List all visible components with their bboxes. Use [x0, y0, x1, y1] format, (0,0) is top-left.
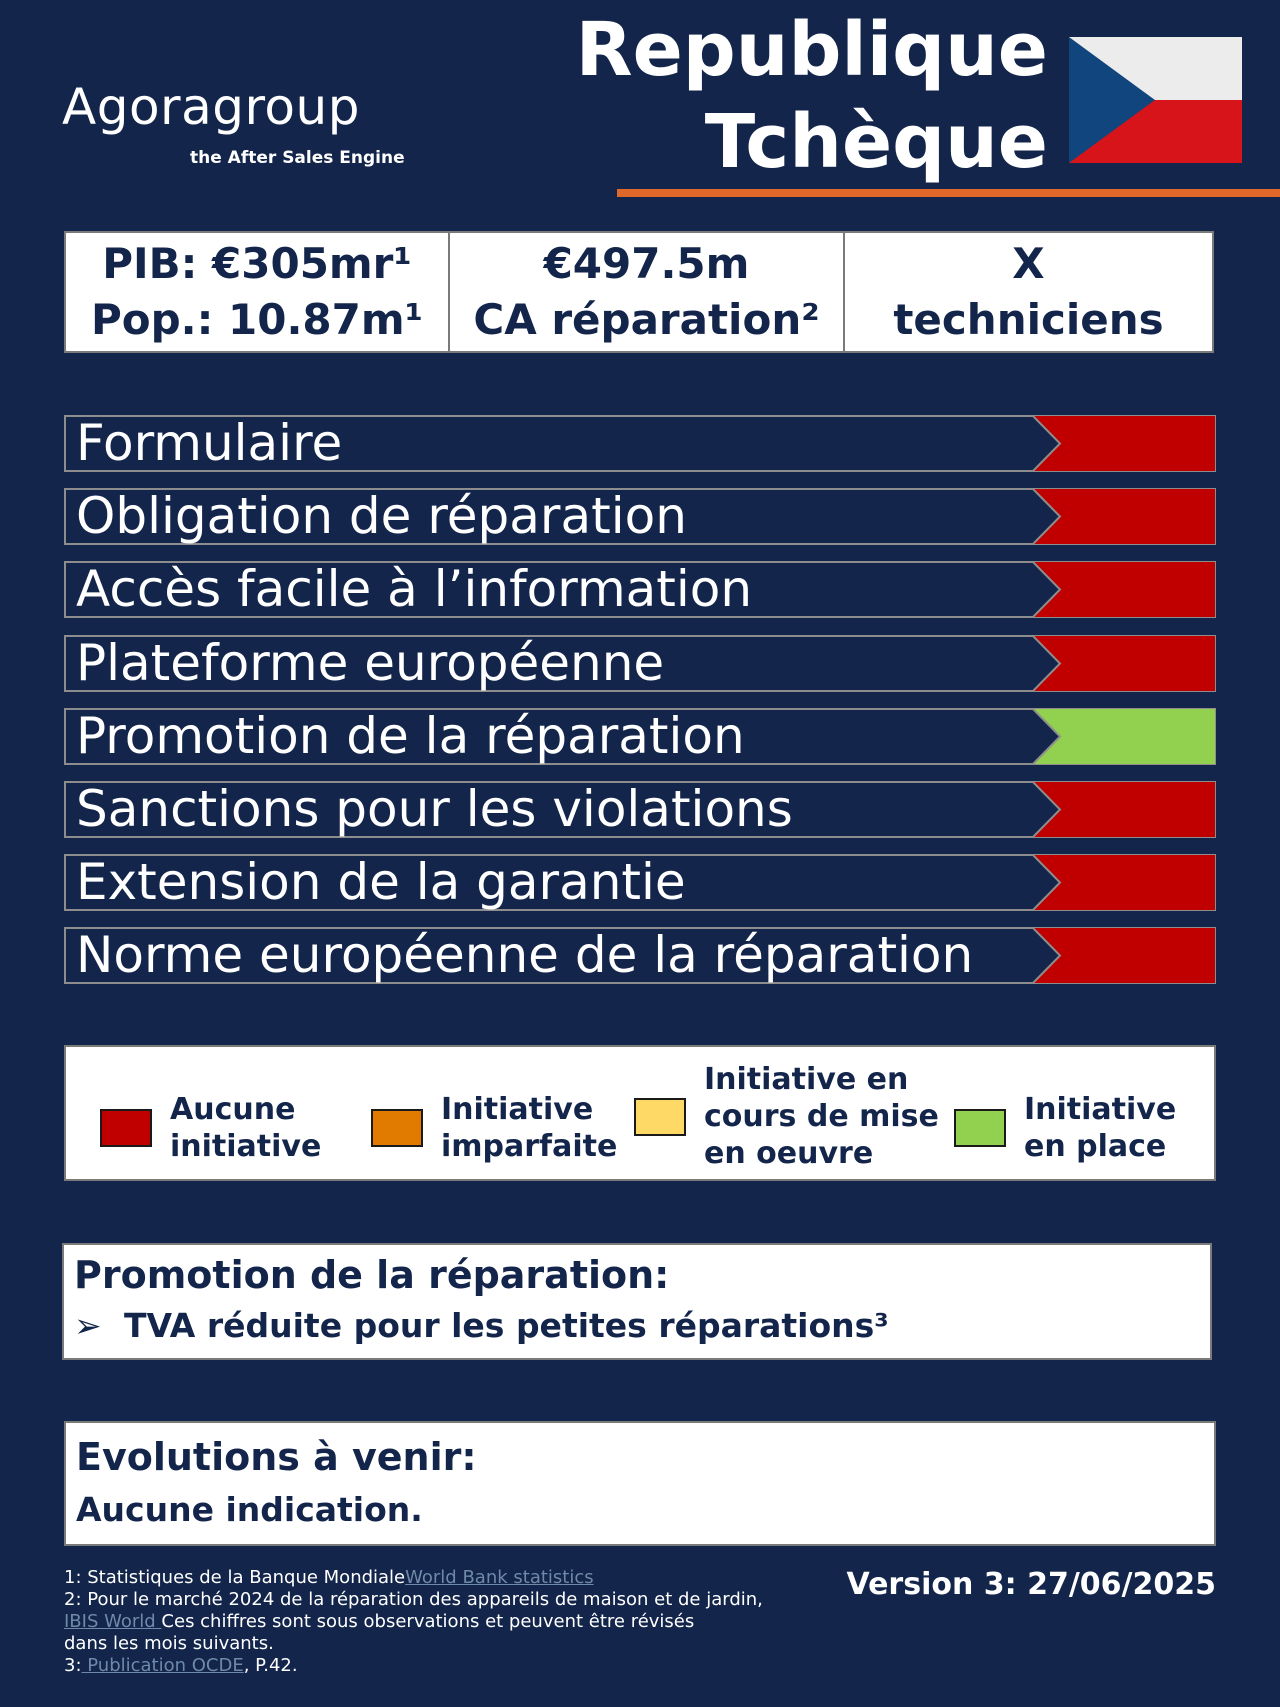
world-bank-link[interactable]: World Bank statistics — [405, 1567, 594, 1588]
agoragroup-logo — [62, 78, 422, 178]
stat-revenue-label: CA réparation² — [473, 295, 820, 344]
criteria-row — [64, 927, 1216, 984]
criteria-label: Norme européenne de la réparation — [76, 926, 974, 985]
footnote-3: 3: Publication OCDE, P.42. — [64, 1655, 298, 1676]
stat-gdp-population — [66, 233, 448, 351]
criteria-row — [64, 635, 1216, 692]
legend-label: Aucune initiative — [170, 1092, 322, 1164]
promotion-title: Promotion de la réparation: — [74, 1253, 670, 1297]
oecd-publication-link[interactable]: Publication OCDE — [81, 1655, 244, 1676]
stat-gdp: PIB: €305mr¹ — [102, 239, 412, 288]
legend-label: Initiative imparfaite — [441, 1092, 618, 1164]
promotion-item — [74, 1306, 889, 1345]
criteria-label: Sanctions pour les violations — [76, 779, 793, 838]
legend — [64, 1045, 1216, 1181]
page-title — [576, 4, 1048, 188]
evolutions-title: Evolutions à venir: — [76, 1435, 477, 1479]
stat-repair-revenue — [448, 233, 843, 351]
criteria-row — [64, 708, 1216, 765]
footnote-2-end: dans les mois suivants. — [64, 1633, 274, 1654]
criteria-label: Formulaire — [76, 414, 343, 472]
stat-technicians — [843, 233, 1212, 351]
footnote-2-cont: IBIS World Ces chiffres sont sous observations et peuvent être révisés — [64, 1611, 695, 1632]
criteria-status-chevron — [1018, 854, 1216, 911]
evolutions-box — [64, 1421, 1216, 1546]
legend-item-in-progress — [634, 1061, 939, 1172]
criteria-list — [64, 415, 1216, 1001]
legend-label: Initiative en place — [1024, 1092, 1177, 1164]
header-divider — [617, 189, 1280, 197]
footnote-2: 2: Pour le marché 2024 de la réparation des appareils de maison et de jardin, — [64, 1589, 763, 1610]
criteria-label: Accès facile à l’information — [76, 560, 753, 619]
logo-wordmark: Agoragroup — [62, 78, 360, 136]
legend-swatch-orange — [371, 1109, 423, 1147]
stat-population: Pop.: 10.87m¹ — [90, 295, 424, 344]
legend-swatch-yellow — [634, 1098, 686, 1136]
legend-swatch-green — [954, 1109, 1006, 1147]
version-label: Version 3: 27/06/2025 — [846, 1567, 1216, 1602]
legend-item-in-place — [954, 1091, 1176, 1165]
stat-revenue-value: €497.5m — [543, 239, 750, 288]
criteria-status-chevron — [1018, 488, 1216, 545]
criteria-label: Extension de la garantie — [76, 853, 686, 912]
footnotes — [64, 1567, 804, 1677]
arrow-bullet-icon: ➢ — [74, 1306, 102, 1345]
criteria-row — [64, 415, 1216, 472]
criteria-label: Plateforme européenne — [76, 633, 665, 692]
criteria-row — [64, 781, 1216, 838]
criteria-status-chevron — [1018, 708, 1216, 765]
stat-technicians-label: techniciens — [893, 295, 1164, 344]
criteria-row — [64, 488, 1216, 545]
legend-swatch-red — [100, 1109, 152, 1147]
criteria-status-chevron — [1018, 635, 1216, 692]
title-line-1: Republique — [575, 7, 1048, 93]
logo-tagline: the After Sales Engine — [190, 148, 405, 168]
legend-item-imperfect — [371, 1091, 617, 1165]
czech-flag-icon — [1069, 37, 1242, 163]
stats-table — [64, 231, 1214, 353]
title-line-2: Tchèque — [704, 99, 1048, 185]
legend-item-none — [100, 1091, 321, 1165]
evolutions-body: Aucune indication. — [76, 1490, 423, 1529]
criteria-row — [64, 561, 1216, 618]
promotion-box — [62, 1243, 1212, 1360]
legend-label: Initiative en cours de mise en oeuvre — [704, 1062, 939, 1171]
promotion-item-text: TVA réduite pour les petites réparations³ — [124, 1306, 889, 1345]
criteria-status-chevron — [1018, 561, 1216, 618]
criteria-label: Promotion de la réparation — [76, 706, 745, 765]
ibis-world-link[interactable]: IBIS World — [64, 1611, 162, 1632]
stat-technicians-value: X — [1012, 239, 1045, 288]
criteria-status-chevron — [1018, 781, 1216, 838]
criteria-status-chevron — [1018, 927, 1216, 984]
footnote-1: 1: Statistiques de la Banque MondialeWorld Bank statistics — [64, 1567, 594, 1588]
criteria-row — [64, 854, 1216, 911]
criteria-status-chevron — [1018, 415, 1216, 472]
criteria-label: Obligation de réparation — [76, 487, 687, 546]
